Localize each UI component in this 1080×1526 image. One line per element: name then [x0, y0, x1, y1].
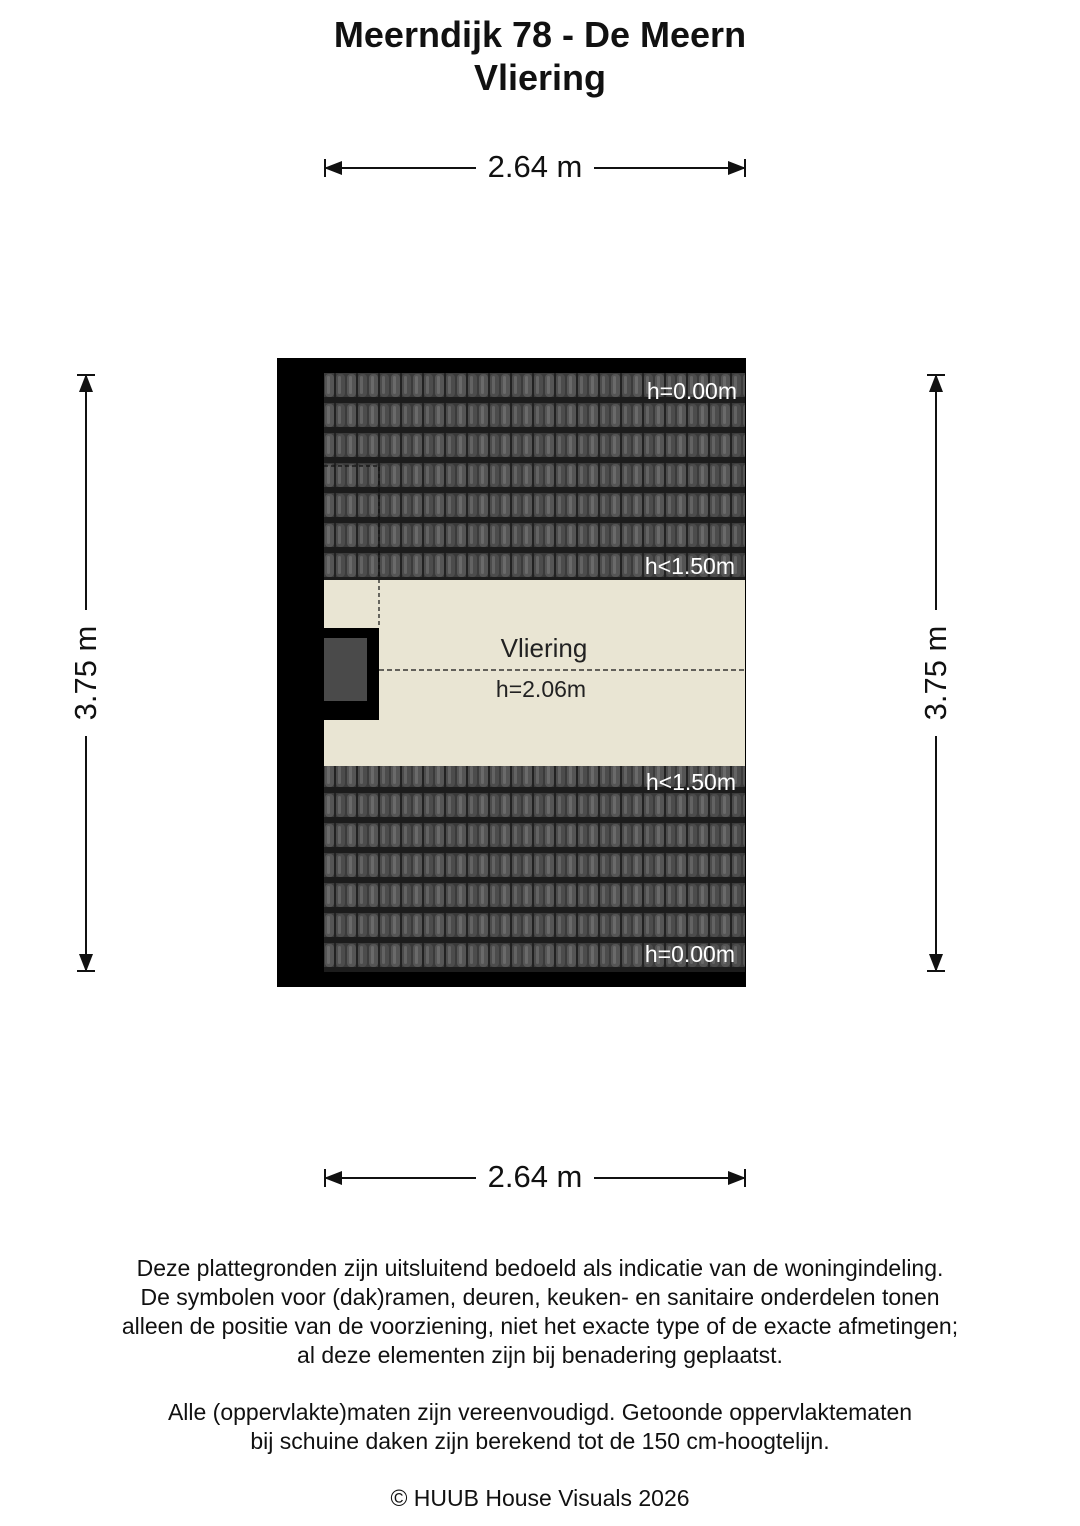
dimension-left: [68, 374, 103, 972]
dimension-line: [594, 167, 746, 169]
dimension-label-bottom: 2.64 m: [487, 1159, 583, 1194]
dimension-tick: [927, 970, 945, 972]
height-label-lower: h<1.50m: [645, 769, 736, 795]
disclaimer-line: Deze plattegronden zijn uitsluitend bedoeld als indicatie van de woningindeling.: [136, 1255, 944, 1281]
dimension-line: [935, 736, 937, 972]
disclaimer-line: Alle (oppervlakte)maten zijn vereenvoudigd. Getoonde oppervlaktematen: [167, 1399, 913, 1425]
height-label-bottom: h=0.00m: [644, 941, 735, 967]
height-label-upper: h<1.50m: [644, 553, 735, 579]
room-height: h=2.06m: [495, 676, 587, 702]
copyright: © HUUB House Visuals 2026: [390, 1485, 690, 1511]
disclaimer-line: bij schuine daken zijn berekend tot de 150 cm-hoogtelijn.: [250, 1428, 830, 1454]
dimension-bottom: [324, 1159, 746, 1194]
dimension-label-left: 3.75 m: [68, 625, 103, 721]
dimension-tick: [744, 1169, 746, 1187]
disclaimer-line: alleen de positie van de voorziening, niet het exacte type of de exacte afmetingen;: [121, 1313, 959, 1339]
plan-title: Meerndijk 78 - De Meern: [333, 14, 747, 55]
dimension-line: [594, 1177, 746, 1179]
dimension-label-top: 2.64 m: [487, 149, 583, 184]
dimension-tick: [744, 159, 746, 177]
dimension-right: [918, 374, 953, 972]
chimney-inner: [324, 638, 367, 701]
room-name: Vliering: [500, 633, 588, 663]
floor-name: Vliering: [473, 57, 607, 98]
roof-tiles-top: [324, 373, 745, 580]
floor-area: [324, 580, 745, 766]
disclaimer-line: De symbolen voor (dak)ramen, deuren, keuken- en sanitaire onderdelen tonen: [140, 1284, 940, 1310]
disclaimer-line: al deze elementen zijn bij benadering geplaatst.: [297, 1342, 783, 1368]
dimension-tick: [77, 970, 95, 972]
height-label-top: h=0.00m: [646, 378, 737, 404]
floor-plan: [277, 358, 746, 987]
dimension-line: [85, 736, 87, 972]
dimension-label-right: 3.75 m: [918, 625, 953, 721]
dimension-top: [324, 149, 746, 184]
